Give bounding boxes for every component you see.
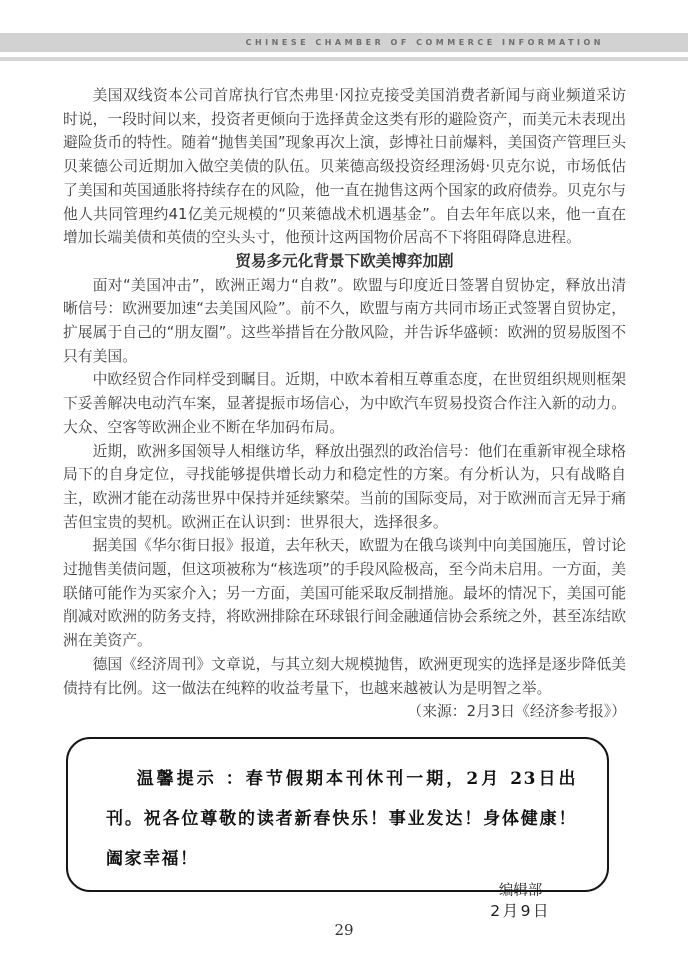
article-paragraph-2: 面对“美国冲击”，欧洲正竭力“自救”。欧盟与印度近日签署自贸协定，释放出清晰信号：欧洲要加速“去美国风险”。前不久，欧盟与南方共同市场正式签署自贸协定，扩展属于自己的“朋友圈”。这些举措旨在分散风险，并告诉华盛顿：欧洲的贸易版图不只有美国。: [63, 276, 626, 365]
source-attribution: （来源：2月3日《经济参考报》）: [407, 703, 626, 721]
article-paragraph-1: 美国双线资本公司首席执行官杰弗里·冈拉克接受美国消费者新闻与商业频道采访时说，一段时间以来，投资者更倾向于选择黄金这类有形的避险资产，而美元未表现出避险货币的特性。随着“抛售美国”现象再次上演，彭博社日前爆料，美国资产管理巨头贝莱德公司近期加入做空美债的队伍。贝莱德高级投资经理汤姆·贝克尔说，市场低估了美国和英国通胀将持续存在的风险，他一直在抛售这两个国家的政府债券。贝克尔与他人共同管理约41亿美元规模的“贝莱德战术机遇基金”。自去年年底以来，他一直在增加长端美债和英债的空头头寸，他预计这两国物价居高不下将阻碍降息进程。: [63, 87, 626, 247]
article-paragraph-5: 据美国《华尔街日报》报道，去年秋天，欧盟为在俄乌谈判中向美国施压，曾讨论过抛售美债问题，但这项被称为“核选项”的手段风险极高，至今尚未启用。一方面，美联储可能作为买家介入；另一方面，美国可能采取反制措施。最坏的情况下，美国可能削减对欧洲的防务支持，将欧洲排除在环球银行间金融通信协会系统之外，甚至冻结欧洲在美资产。: [63, 537, 626, 650]
masthead-rule: [0, 57, 688, 61]
page-number: 29: [334, 921, 354, 939]
notice-signature-inner: [490, 882, 551, 921]
masthead-title: CHINESE CHAMBER OF COMMERCE INFORMATION: [245, 38, 604, 47]
article-paragraph-4: 近期，欧洲多国领导人相继访华，释放出强烈的政治信号：他们在重新审视全球格局下的自身定位，寻找能够提供增长动力和稳定性的方案。有分析认为，只有战略自主，欧洲才能在动荡世界中保持并延续繁荣。当前的国际变局，对于欧洲而言无异于痛苦但宝贵的契机。欧洲正在认识到：世界很大，选择很多。: [63, 442, 626, 531]
article-body: [63, 84, 626, 724]
article-paragraph-6: 德国《经济周刊》文章说，与其立刻大规模抛售，欧洲更现实的选择是逐步降低美债持有比例。这一做法在纯粹的收益考量下，也越来越被认为是明智之举。: [63, 655, 626, 697]
editor-notice-box: [66, 737, 609, 920]
notice-date: 2月9日: [490, 902, 551, 920]
masthead-band: [0, 33, 688, 52]
article-paragraph-3: 中欧经贸合作同样受到瞩目。近期，中欧本着相互尊重态度，在世贸组织规则框架下妥善解决电动汽车案，显著提振市场信心，为中欧汽车贸易投资合作注入新的动力。大众、空客等欧洲企业不断在华加码布局。: [63, 371, 626, 436]
notice-text: 温馨提示 ：春节假期本刊休刊一期，2月 23日出刊。祝各位尊敬的读者新春快乐！事业发达！身体健康！阖家幸福！: [106, 769, 577, 869]
notice-signature: 编辑部: [498, 883, 543, 899]
notice-signature-block: [106, 882, 551, 921]
section-heading: 贸易多元化背景下欧美博弈加剧: [235, 251, 454, 270]
